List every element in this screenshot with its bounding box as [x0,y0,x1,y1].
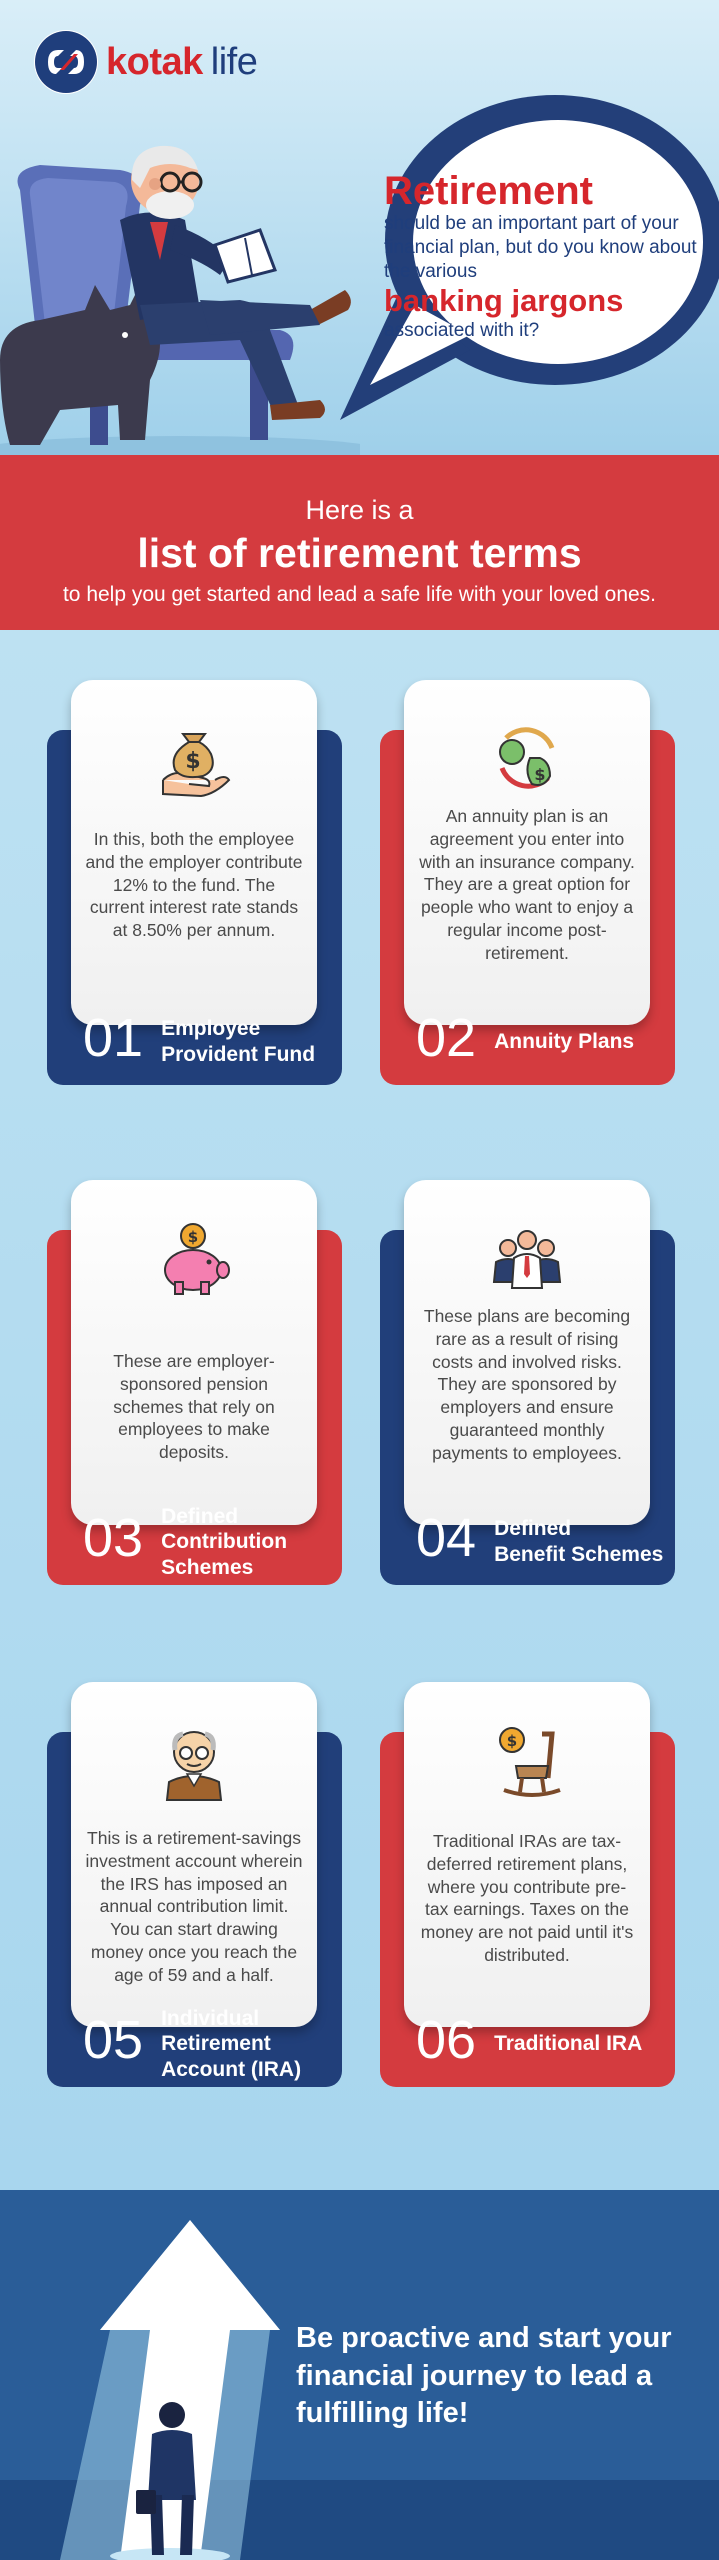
card-panel [71,1682,317,2027]
term-card-defined-contribution[interactable] [47,1180,342,1585]
intro-title: Retirement [384,169,593,213]
svg-text:$: $ [506,1732,518,1750]
card-number: 06 [416,2010,477,2070]
money-bag-icon [153,718,235,800]
old-man-icon [153,1720,235,1802]
card-panel [404,1180,650,1525]
piggy-bank-icon [153,1218,235,1300]
kotak-logo-icon [34,30,98,94]
card-description: This is a retirement-savings investment account wherein the IRS has imposed an annual contribution limit. You can start drawing money once you reach the age of 59 and a half. [85,1828,303,1985]
grandpa-reading-illustration [0,110,360,455]
card-panel [71,680,317,1025]
term-card-ira[interactable] [47,1682,342,2087]
card-description: These are employer-sponsored pension schemes that rely on employees to make deposits. [113,1351,275,1462]
rocking-chair-icon [486,1720,568,1802]
card-title: Defined Benefit Schemes [494,1517,664,1566]
brand-logo[interactable] [34,30,257,94]
term-card-epf[interactable] [47,680,342,1085]
card-panel [404,680,650,1025]
intro-line-1: should be an important part of your financial plan, but do you know about the various [384,213,697,282]
banner-title: list of retirement terms [137,530,582,576]
card-title: Individual Retirement Account (IRA) [161,2006,302,2081]
card-number: 01 [83,1008,144,1068]
terms-grid [0,630,719,2190]
banner-pretitle: Here is a [305,495,414,525]
card-description: These plans are becoming rare as a result of rising costs and involved risks. They are sponsored by employers and ensure guaranteed monthly payments to employees. [423,1306,631,1463]
card-panel [404,1682,650,2027]
card-title: Traditional IRA [494,2032,643,2056]
money-cycle-icon [486,718,568,800]
card-number: 02 [416,1008,477,1068]
card-description: An annuity plan is an agreement you enter into with an insurance company. They are a great option for people who want to enjoy a regular income post-retirement. [419,806,635,963]
brand-name: kotak life [106,40,258,83]
intro-highlight: banking jargons [384,283,624,319]
card-number: 04 [416,1508,477,1568]
card-title: Defined Contribution Schemes [161,1504,288,1579]
term-card-annuity[interactable] [380,680,675,1085]
closing-message: Be proactive and start your financial journey to lead a fulfilling life! [296,2322,672,2430]
card-description: In this, both the employee and the employer contribute 12% to the fund. The current interest rate stands at 8.50% per annum. [85,829,303,940]
card-number: 05 [83,2010,144,2070]
card-panel [71,1180,317,1525]
businessman-arrow-illustration [0,2190,300,2560]
svg-text:$: $ [187,1228,199,1246]
term-card-traditional-ira[interactable] [380,1682,675,2087]
banner-subtitle: to help you get started and lead a safe life with your loved ones. [62,583,657,606]
card-title: Employee Provident Fund [161,1017,316,1066]
term-card-defined-benefit[interactable] [380,1180,675,1585]
card-title: Annuity Plans [494,1030,635,1054]
closing-section [0,2190,719,2560]
hero-section [0,0,719,455]
svg-text:$: $ [534,765,546,784]
card-number: 03 [83,1508,144,1568]
terms-banner [0,455,719,630]
card-description: Traditional IRAs are tax-deferred retirement plans, where you contribute pre-tax earnings. Taxes on the money are not paid until it's distributed. [420,1831,634,1965]
employees-icon [486,1218,568,1300]
intro-line-2: associated with it? [384,319,540,341]
intro-text [384,170,714,343]
svg-text:$: $ [185,749,201,774]
